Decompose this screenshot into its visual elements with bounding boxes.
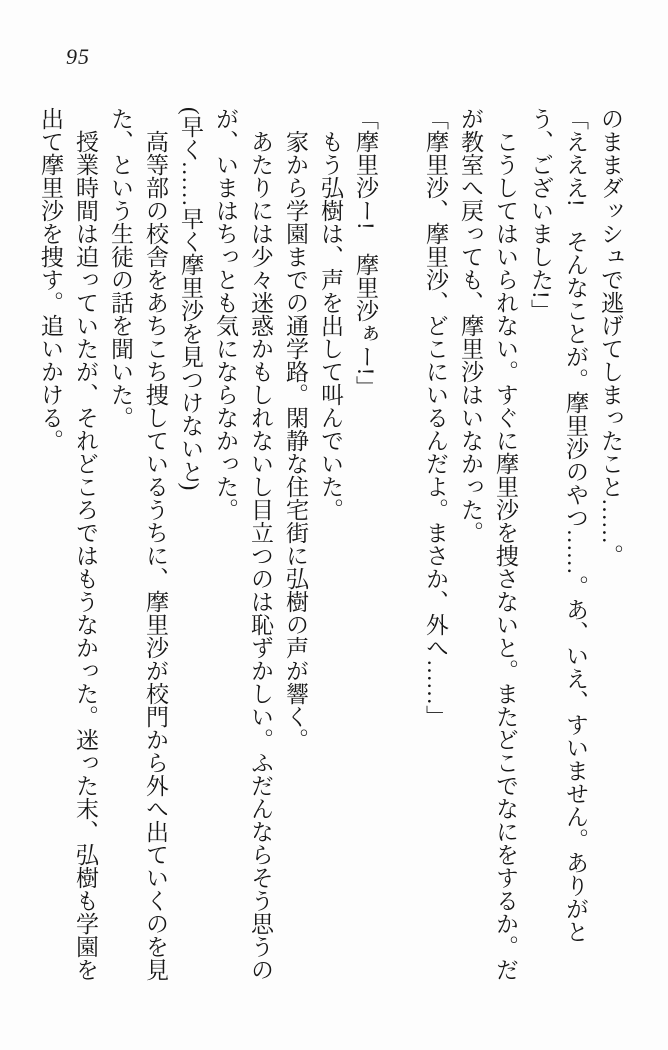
paragraph: 高等部の校舎をあちこち捜しているうちに、摩里沙が校門から外へ出ていくのを見た、という生徒の話を聞いた。 [108,107,168,981]
paragraph: もう弘樹は、声を出して叫んでいた。 [318,130,343,521]
page-number: 95 [66,44,90,69]
body-text [28,107,628,985]
paragraph-dialogue: 「摩里沙ー! 摩里沙ぁー!」 [353,107,378,399]
paragraph: あたりには少々迷惑かもしれないし目立つのは恥ずかしい。ふだんならそう思うのが、いまはちっとも気にならなかった。 [213,107,273,981]
paragraph: こうしてはいられない。すぐに摩里沙を捜さないと。またどこでなにをするか。だが教室へ戻っても、摩里沙はいなかった。 [458,107,518,981]
paragraph: 授業時間は迫っていたが、それどころではもうなかった。迷った末、弘樹も学園を出て摩里沙を捜す。追いかける。 [38,107,98,981]
paragraph-thought: (早く……早く摩里沙を見つけないと) [178,107,203,491]
paragraph: 家から学園までの通学路。閑静な住宅街に弘樹の声が響く。 [283,130,308,751]
paragraph-dialogue: 「摩里沙、摩里沙、どこにいるんだよ。まさか、外へ……」 [423,107,448,728]
paragraph-dialogue: 「えええ! そんなことが。摩里沙のやつ……。あ、いえ、すいません。ありがとう、ございました!」 [528,107,588,943]
paragraph: のままダッシュで逃げてしまったこと……。 [598,107,623,567]
